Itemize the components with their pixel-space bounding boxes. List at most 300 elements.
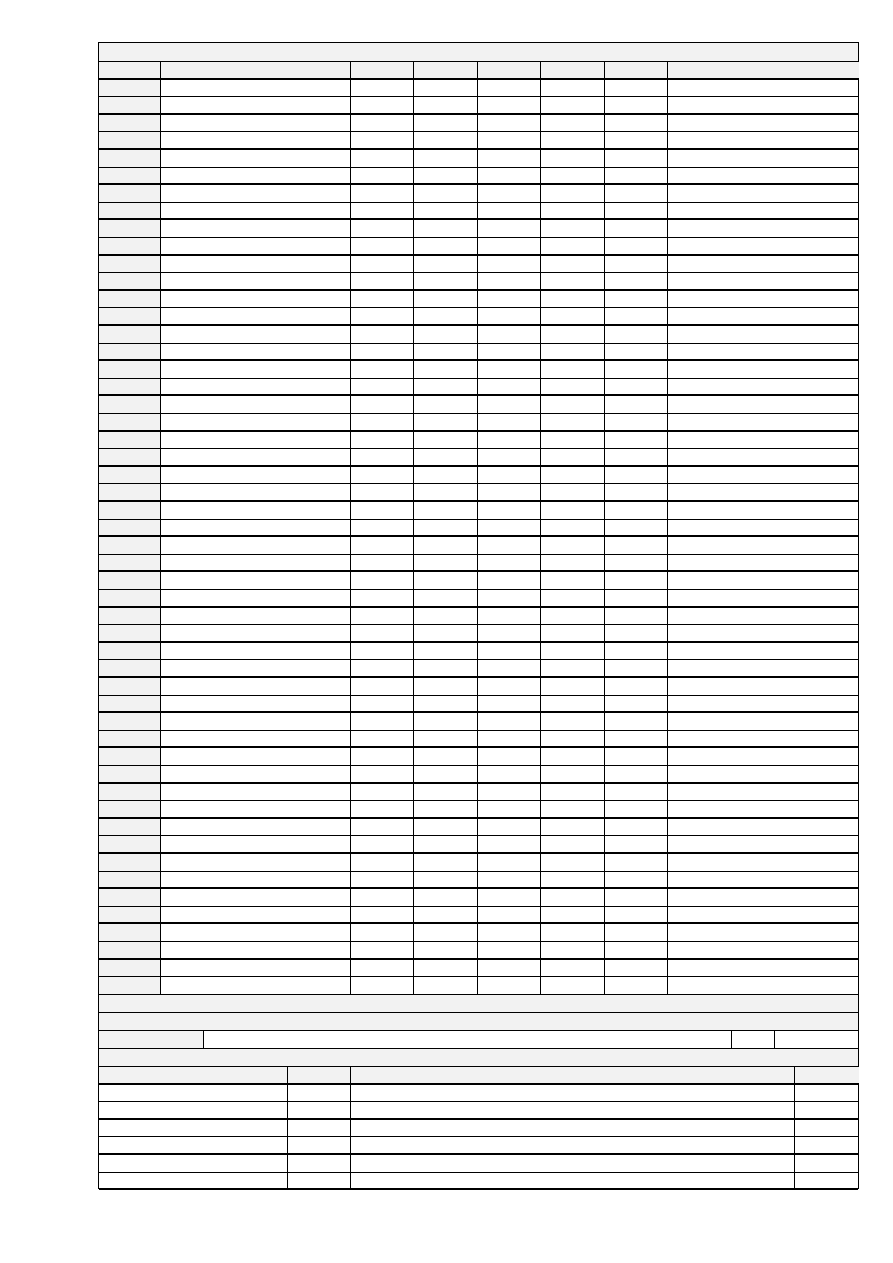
- main-table-cell[interactable]: [541, 696, 605, 711]
- main-table-cell[interactable]: [478, 361, 541, 378]
- main-table-cell[interactable]: [541, 396, 605, 413]
- main-table-cell[interactable]: [478, 942, 541, 958]
- main-table-cell[interactable]: [541, 819, 605, 835]
- bottom-table-cell[interactable]: [351, 1120, 795, 1136]
- main-table-cell[interactable]: [668, 291, 859, 307]
- main-table-cell[interactable]: [351, 678, 414, 695]
- main-table-cell[interactable]: [161, 432, 351, 448]
- main-table-cell[interactable]: [605, 185, 668, 202]
- main-table-cell[interactable]: [541, 537, 605, 554]
- main-table-cell[interactable]: [478, 784, 541, 800]
- main-table-cell[interactable]: [478, 977, 541, 994]
- main-table-cell[interactable]: [478, 185, 541, 202]
- main-table-cell[interactable]: [478, 924, 541, 941]
- main-table-cell[interactable]: [605, 291, 668, 307]
- main-table-cell[interactable]: [478, 256, 541, 272]
- main-table-cell[interactable]: [541, 238, 605, 254]
- main-table-cell[interactable]: [414, 960, 478, 976]
- main-table-cell[interactable]: [161, 748, 351, 765]
- main-table-cell[interactable]: [351, 872, 414, 887]
- main-table-cell[interactable]: [541, 449, 605, 465]
- main-table-cell[interactable]: [668, 520, 859, 535]
- bottom-table-cell[interactable]: [99, 1102, 288, 1118]
- main-table-cell[interactable]: [605, 396, 668, 413]
- main-table-cell[interactable]: [478, 449, 541, 465]
- main-table-cell[interactable]: [668, 308, 859, 324]
- main-table-cell[interactable]: [541, 854, 605, 871]
- main-table-cell[interactable]: [605, 572, 668, 589]
- main-table-cell[interactable]: [414, 555, 478, 570]
- main-table-cell[interactable]: [478, 273, 541, 289]
- main-table-cell[interactable]: [351, 608, 414, 624]
- main-table-cell[interactable]: [161, 185, 351, 202]
- main-table-cell[interactable]: [351, 643, 414, 659]
- main-table-cell[interactable]: [478, 625, 541, 641]
- main-table-cell[interactable]: [478, 555, 541, 570]
- main-table-cell[interactable]: [414, 608, 478, 624]
- main-table-cell[interactable]: [541, 256, 605, 272]
- main-table-cell[interactable]: [351, 308, 414, 324]
- main-table-cell[interactable]: [605, 889, 668, 906]
- main-table-cell[interactable]: [161, 308, 351, 324]
- main-table-cell[interactable]: [351, 960, 414, 976]
- main-table-cell[interactable]: [351, 273, 414, 289]
- main-table-cell[interactable]: [668, 537, 859, 554]
- main-table-cell[interactable]: [351, 168, 414, 183]
- main-table-cell[interactable]: [478, 326, 541, 343]
- main-table-cell[interactable]: [351, 467, 414, 483]
- main-table-cell[interactable]: [414, 168, 478, 183]
- main-table-cell[interactable]: [668, 203, 859, 218]
- main-table-cell[interactable]: [605, 132, 668, 148]
- main-table-cell[interactable]: [478, 150, 541, 167]
- main-table-cell[interactable]: [161, 150, 351, 167]
- main-table-cell[interactable]: [161, 572, 351, 589]
- bottom-table-cell[interactable]: [99, 1137, 288, 1153]
- main-table-cell[interactable]: [605, 907, 668, 922]
- main-table-cell[interactable]: [668, 872, 859, 887]
- main-table-cell[interactable]: [351, 361, 414, 378]
- main-table-cell[interactable]: [351, 660, 414, 676]
- main-table-cell[interactable]: [161, 326, 351, 343]
- main-table-cell[interactable]: [351, 819, 414, 835]
- main-table-cell[interactable]: [351, 801, 414, 817]
- main-table-cell[interactable]: [605, 608, 668, 624]
- main-table-cell[interactable]: [414, 748, 478, 765]
- main-table-cell[interactable]: [541, 678, 605, 695]
- main-table-cell[interactable]: [668, 766, 859, 782]
- main-table-cell[interactable]: [541, 502, 605, 519]
- main-table-cell[interactable]: [541, 484, 605, 500]
- main-table-cell[interactable]: [478, 220, 541, 237]
- main-table-cell[interactable]: [414, 97, 478, 113]
- main-table-cell[interactable]: [351, 696, 414, 711]
- main-table-cell[interactable]: [161, 731, 351, 746]
- main-table-cell[interactable]: [541, 361, 605, 378]
- main-table-cell[interactable]: [668, 484, 859, 500]
- main-table-cell[interactable]: [414, 396, 478, 413]
- main-table-cell[interactable]: [668, 748, 859, 765]
- main-table-cell[interactable]: [605, 80, 668, 96]
- main-table-cell[interactable]: [668, 977, 859, 994]
- main-table-cell[interactable]: [351, 326, 414, 343]
- main-table-cell[interactable]: [161, 344, 351, 359]
- main-table-cell[interactable]: [161, 625, 351, 641]
- main-table-cell[interactable]: [161, 801, 351, 817]
- main-table-cell[interactable]: [478, 537, 541, 554]
- main-table-cell[interactable]: [161, 678, 351, 695]
- main-table-cell[interactable]: [668, 819, 859, 835]
- main-table-cell[interactable]: [478, 238, 541, 254]
- main-table-cell[interactable]: [161, 361, 351, 378]
- main-table-cell[interactable]: [351, 291, 414, 307]
- main-table-cell[interactable]: [668, 678, 859, 695]
- main-table-cell[interactable]: [414, 502, 478, 519]
- main-table-cell[interactable]: [161, 889, 351, 906]
- main-table-cell[interactable]: [161, 643, 351, 659]
- main-table-cell[interactable]: [668, 660, 859, 676]
- main-table-cell[interactable]: [541, 625, 605, 641]
- main-table-cell[interactable]: [541, 344, 605, 359]
- main-table-cell[interactable]: [414, 625, 478, 641]
- main-table-cell[interactable]: [605, 819, 668, 835]
- main-table-cell[interactable]: [541, 660, 605, 676]
- main-table-cell[interactable]: [668, 960, 859, 976]
- main-table-cell[interactable]: [161, 854, 351, 871]
- main-table-cell[interactable]: [605, 256, 668, 272]
- main-table-cell[interactable]: [605, 414, 668, 430]
- main-table-cell[interactable]: [161, 273, 351, 289]
- main-table-cell[interactable]: [605, 484, 668, 500]
- main-table-cell[interactable]: [668, 396, 859, 413]
- bottom-table-cell[interactable]: [288, 1102, 351, 1118]
- main-table-cell[interactable]: [351, 115, 414, 131]
- info-value-2[interactable]: [775, 1031, 859, 1048]
- main-table-cell[interactable]: [478, 572, 541, 589]
- main-table-cell[interactable]: [161, 836, 351, 852]
- bottom-table-cell[interactable]: [351, 1102, 795, 1118]
- main-table-cell[interactable]: [605, 97, 668, 113]
- main-table-cell[interactable]: [541, 326, 605, 343]
- main-table-cell[interactable]: [351, 502, 414, 519]
- main-table-cell[interactable]: [541, 872, 605, 887]
- main-table-cell[interactable]: [478, 115, 541, 131]
- bottom-table-cell[interactable]: [795, 1102, 859, 1118]
- main-table-cell[interactable]: [605, 308, 668, 324]
- main-table-cell[interactable]: [605, 766, 668, 782]
- main-table-cell[interactable]: [478, 414, 541, 430]
- main-table-cell[interactable]: [541, 185, 605, 202]
- main-table-cell[interactable]: [668, 713, 859, 730]
- main-table-cell[interactable]: [351, 132, 414, 148]
- main-table-cell[interactable]: [478, 590, 541, 606]
- main-table-cell[interactable]: [414, 660, 478, 676]
- main-table-cell[interactable]: [668, 132, 859, 148]
- main-table-cell[interactable]: [541, 748, 605, 765]
- main-table-cell[interactable]: [414, 238, 478, 254]
- main-table-cell[interactable]: [668, 924, 859, 941]
- main-table-cell[interactable]: [668, 344, 859, 359]
- main-table-cell[interactable]: [541, 713, 605, 730]
- main-table-cell[interactable]: [161, 977, 351, 994]
- main-table-cell[interactable]: [414, 696, 478, 711]
- main-table-cell[interactable]: [414, 256, 478, 272]
- main-table-cell[interactable]: [161, 132, 351, 148]
- main-table-cell[interactable]: [414, 819, 478, 835]
- main-table-cell[interactable]: [414, 731, 478, 746]
- main-table-cell[interactable]: [478, 819, 541, 835]
- main-table-cell[interactable]: [161, 291, 351, 307]
- bottom-table-cell[interactable]: [99, 1085, 288, 1101]
- main-table-cell[interactable]: [605, 784, 668, 800]
- main-table-cell[interactable]: [161, 520, 351, 535]
- main-table-cell[interactable]: [668, 449, 859, 465]
- main-table-cell[interactable]: [478, 907, 541, 922]
- main-table-cell[interactable]: [351, 537, 414, 554]
- main-table-cell[interactable]: [605, 220, 668, 237]
- main-table-cell[interactable]: [605, 432, 668, 448]
- main-table-cell[interactable]: [161, 555, 351, 570]
- main-table-cell[interactable]: [351, 942, 414, 958]
- main-table-cell[interactable]: [351, 185, 414, 202]
- main-table-cell[interactable]: [605, 713, 668, 730]
- main-table-cell[interactable]: [541, 308, 605, 324]
- main-table-cell[interactable]: [541, 115, 605, 131]
- main-table-cell[interactable]: [414, 590, 478, 606]
- main-table-cell[interactable]: [478, 960, 541, 976]
- main-table-cell[interactable]: [605, 449, 668, 465]
- main-table-cell[interactable]: [478, 801, 541, 817]
- main-table-cell[interactable]: [414, 872, 478, 887]
- main-table-cell[interactable]: [605, 625, 668, 641]
- bottom-table-cell[interactable]: [351, 1173, 795, 1188]
- main-table-cell[interactable]: [414, 414, 478, 430]
- main-table-cell[interactable]: [541, 731, 605, 746]
- main-table-cell[interactable]: [541, 379, 605, 394]
- main-table-cell[interactable]: [351, 766, 414, 782]
- main-table-cell[interactable]: [351, 484, 414, 500]
- main-table-cell[interactable]: [668, 836, 859, 852]
- main-table-cell[interactable]: [668, 889, 859, 906]
- main-table-cell[interactable]: [351, 977, 414, 994]
- main-table-cell[interactable]: [414, 291, 478, 307]
- main-table-cell[interactable]: [478, 872, 541, 887]
- main-table-cell[interactable]: [541, 977, 605, 994]
- main-table-cell[interactable]: [161, 220, 351, 237]
- main-table-cell[interactable]: [161, 590, 351, 606]
- main-table-cell[interactable]: [605, 361, 668, 378]
- main-table-cell[interactable]: [541, 273, 605, 289]
- main-table-cell[interactable]: [161, 784, 351, 800]
- main-table-cell[interactable]: [414, 643, 478, 659]
- main-table-cell[interactable]: [351, 713, 414, 730]
- main-table-cell[interactable]: [478, 80, 541, 96]
- main-table-cell[interactable]: [668, 854, 859, 871]
- main-table-cell[interactable]: [605, 696, 668, 711]
- main-table-cell[interactable]: [351, 555, 414, 570]
- main-table-cell[interactable]: [161, 115, 351, 131]
- main-table-cell[interactable]: [414, 889, 478, 906]
- main-table-cell[interactable]: [161, 660, 351, 676]
- main-table-cell[interactable]: [541, 924, 605, 941]
- main-table-cell[interactable]: [414, 836, 478, 852]
- main-table-cell[interactable]: [605, 977, 668, 994]
- bottom-table-cell[interactable]: [288, 1173, 351, 1188]
- main-table-cell[interactable]: [414, 484, 478, 500]
- main-table-cell[interactable]: [161, 960, 351, 976]
- main-table-cell[interactable]: [605, 555, 668, 570]
- main-table-cell[interactable]: [351, 80, 414, 96]
- main-table-cell[interactable]: [414, 801, 478, 817]
- main-table-cell[interactable]: [161, 256, 351, 272]
- bottom-table-cell[interactable]: [795, 1120, 859, 1136]
- main-table-cell[interactable]: [478, 731, 541, 746]
- main-table-cell[interactable]: [478, 467, 541, 483]
- main-table-cell[interactable]: [161, 713, 351, 730]
- main-table-cell[interactable]: [414, 572, 478, 589]
- main-table-cell[interactable]: [668, 361, 859, 378]
- main-table-cell[interactable]: [541, 572, 605, 589]
- main-table-cell[interactable]: [668, 942, 859, 958]
- main-table-cell[interactable]: [161, 467, 351, 483]
- main-table-cell[interactable]: [668, 273, 859, 289]
- main-table-cell[interactable]: [351, 344, 414, 359]
- main-table-cell[interactable]: [668, 432, 859, 448]
- main-table-cell[interactable]: [161, 414, 351, 430]
- main-table-cell[interactable]: [605, 748, 668, 765]
- main-table-cell[interactable]: [478, 608, 541, 624]
- main-table-cell[interactable]: [414, 273, 478, 289]
- main-table-cell[interactable]: [161, 942, 351, 958]
- main-table-cell[interactable]: [605, 924, 668, 941]
- main-table-cell[interactable]: [161, 238, 351, 254]
- bottom-table-cell[interactable]: [351, 1155, 795, 1172]
- main-table-cell[interactable]: [414, 537, 478, 554]
- main-table-cell[interactable]: [414, 766, 478, 782]
- main-table-cell[interactable]: [161, 97, 351, 113]
- main-table-cell[interactable]: [605, 660, 668, 676]
- main-table-cell[interactable]: [161, 766, 351, 782]
- main-table-cell[interactable]: [668, 784, 859, 800]
- main-table-cell[interactable]: [668, 150, 859, 167]
- main-table-cell[interactable]: [668, 590, 859, 606]
- main-table-cell[interactable]: [605, 150, 668, 167]
- main-table-cell[interactable]: [161, 819, 351, 835]
- main-table-cell[interactable]: [478, 643, 541, 659]
- main-table-cell[interactable]: [414, 977, 478, 994]
- main-table-cell[interactable]: [541, 555, 605, 570]
- main-table-cell[interactable]: [414, 185, 478, 202]
- main-table-cell[interactable]: [351, 379, 414, 394]
- main-table-cell[interactable]: [605, 854, 668, 871]
- main-table-cell[interactable]: [668, 555, 859, 570]
- main-table-cell[interactable]: [541, 907, 605, 922]
- main-table-cell[interactable]: [414, 942, 478, 958]
- main-table-cell[interactable]: [541, 889, 605, 906]
- bottom-table-cell[interactable]: [351, 1137, 795, 1153]
- main-table-cell[interactable]: [668, 220, 859, 237]
- main-table-cell[interactable]: [351, 396, 414, 413]
- main-table-cell[interactable]: [414, 308, 478, 324]
- main-table-cell[interactable]: [161, 80, 351, 96]
- main-table-cell[interactable]: [478, 748, 541, 765]
- main-table-cell[interactable]: [605, 678, 668, 695]
- main-table-cell[interactable]: [668, 256, 859, 272]
- main-table-cell[interactable]: [161, 396, 351, 413]
- main-table-cell[interactable]: [161, 203, 351, 218]
- main-table-cell[interactable]: [541, 168, 605, 183]
- main-table-cell[interactable]: [414, 678, 478, 695]
- main-table-cell[interactable]: [351, 203, 414, 218]
- main-table-cell[interactable]: [478, 660, 541, 676]
- main-table-cell[interactable]: [414, 203, 478, 218]
- main-table-cell[interactable]: [605, 731, 668, 746]
- bottom-table-cell[interactable]: [99, 1155, 288, 1172]
- main-table-cell[interactable]: [605, 344, 668, 359]
- main-table-cell[interactable]: [414, 924, 478, 941]
- main-table-cell[interactable]: [478, 97, 541, 113]
- main-table-cell[interactable]: [605, 801, 668, 817]
- main-table-cell[interactable]: [161, 449, 351, 465]
- main-table-cell[interactable]: [478, 379, 541, 394]
- main-table-cell[interactable]: [161, 484, 351, 500]
- main-table-cell[interactable]: [605, 590, 668, 606]
- main-table-cell[interactable]: [414, 361, 478, 378]
- main-table-cell[interactable]: [414, 467, 478, 483]
- main-table-cell[interactable]: [351, 907, 414, 922]
- main-table-cell[interactable]: [351, 625, 414, 641]
- bottom-table-cell[interactable]: [288, 1120, 351, 1136]
- main-table-cell[interactable]: [605, 115, 668, 131]
- main-table-cell[interactable]: [161, 872, 351, 887]
- main-table-cell[interactable]: [541, 766, 605, 782]
- main-table-cell[interactable]: [478, 854, 541, 871]
- main-table-cell[interactable]: [478, 678, 541, 695]
- main-table-cell[interactable]: [605, 520, 668, 535]
- main-table-cell[interactable]: [668, 97, 859, 113]
- main-table-cell[interactable]: [351, 924, 414, 941]
- main-table-cell[interactable]: [414, 432, 478, 448]
- main-table-cell[interactable]: [478, 766, 541, 782]
- main-table-cell[interactable]: [478, 308, 541, 324]
- main-table-cell[interactable]: [541, 150, 605, 167]
- main-table-cell[interactable]: [605, 836, 668, 852]
- bottom-table-cell[interactable]: [288, 1137, 351, 1153]
- main-table-cell[interactable]: [605, 960, 668, 976]
- bottom-table-cell[interactable]: [99, 1173, 288, 1188]
- main-table-cell[interactable]: [414, 344, 478, 359]
- main-table-cell[interactable]: [478, 168, 541, 183]
- bottom-table-cell[interactable]: [351, 1085, 795, 1101]
- main-table-cell[interactable]: [668, 731, 859, 746]
- main-table-cell[interactable]: [351, 150, 414, 167]
- main-table-cell[interactable]: [351, 889, 414, 906]
- main-table-cell[interactable]: [541, 80, 605, 96]
- main-table-cell[interactable]: [414, 520, 478, 535]
- main-table-cell[interactable]: [668, 414, 859, 430]
- bottom-table-cell[interactable]: [795, 1137, 859, 1153]
- main-table-cell[interactable]: [541, 942, 605, 958]
- main-table-cell[interactable]: [161, 502, 351, 519]
- main-table-cell[interactable]: [351, 520, 414, 535]
- main-table-cell[interactable]: [541, 520, 605, 535]
- main-table-cell[interactable]: [161, 379, 351, 394]
- main-table-cell[interactable]: [351, 449, 414, 465]
- main-table-cell[interactable]: [668, 379, 859, 394]
- main-table-cell[interactable]: [668, 168, 859, 183]
- main-table-cell[interactable]: [478, 291, 541, 307]
- main-table-cell[interactable]: [351, 784, 414, 800]
